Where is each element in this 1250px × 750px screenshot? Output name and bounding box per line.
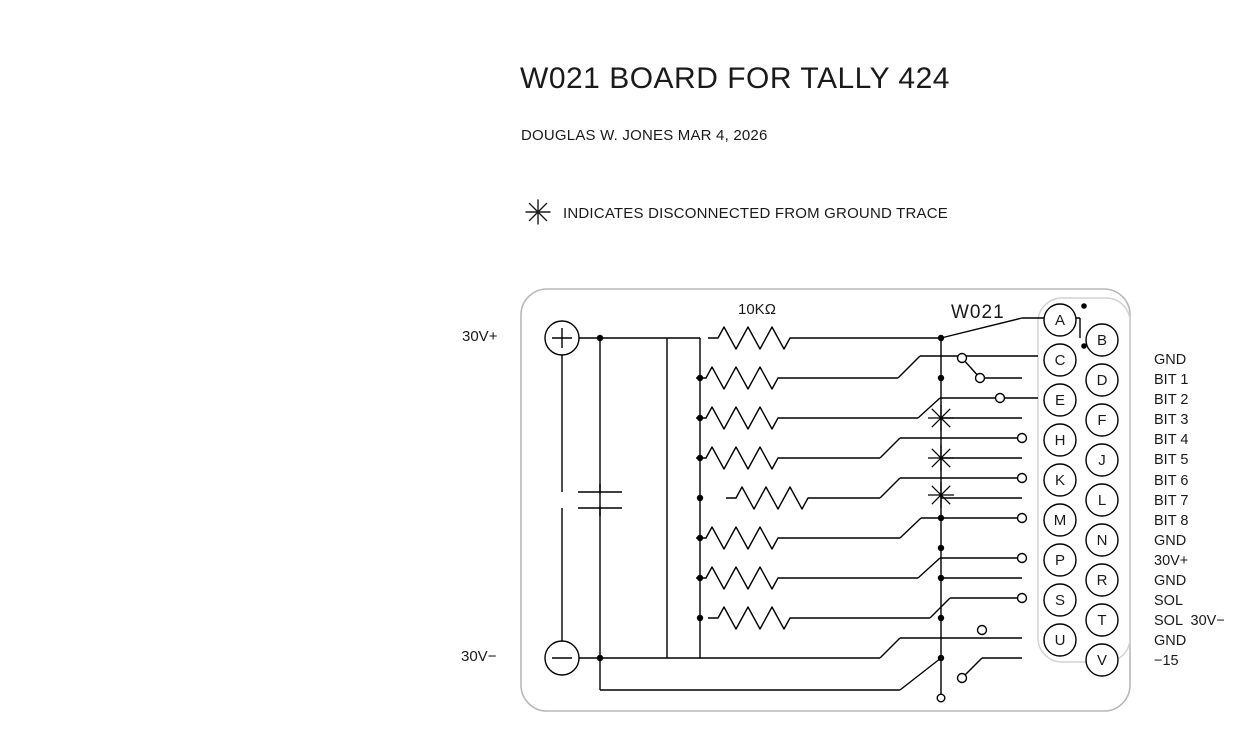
disconnect-markers bbox=[928, 405, 954, 508]
power-supply bbox=[545, 321, 622, 675]
pin-label: BIT 5 bbox=[1154, 452, 1189, 469]
connector-pins-left bbox=[1044, 304, 1076, 656]
pin-label: BIT 1 bbox=[1154, 372, 1189, 389]
pin-C: C bbox=[1054, 352, 1066, 369]
pin-label: SOL bbox=[1154, 593, 1184, 610]
resistor-value-label: 10KΩ bbox=[738, 301, 776, 318]
pin-S: S bbox=[1054, 592, 1066, 609]
pin-label-list bbox=[1154, 350, 1225, 672]
pin-N: N bbox=[1096, 532, 1108, 549]
page-title: W021 BOARD FOR TALLY 424 bbox=[520, 62, 950, 95]
pin-P: P bbox=[1054, 552, 1066, 569]
pin-R: R bbox=[1096, 572, 1108, 589]
pin-label: BIT 6 bbox=[1154, 472, 1189, 489]
pin-label: BIT 7 bbox=[1154, 492, 1189, 509]
pin-label: GND bbox=[1154, 573, 1187, 590]
pin-M: M bbox=[1053, 512, 1067, 529]
pin-L: L bbox=[1097, 492, 1107, 509]
pin-F: F bbox=[1097, 412, 1107, 429]
pin-label: GND bbox=[1154, 633, 1187, 650]
byline: DOUGLAS W. JONES MAR 4, 2026 bbox=[521, 127, 768, 144]
pin-label: SOL 30V− bbox=[1154, 613, 1225, 630]
pin-label: −15 bbox=[1154, 653, 1179, 670]
pin-label: BIT 2 bbox=[1154, 392, 1189, 409]
pin-V: V bbox=[1096, 652, 1108, 669]
pin-label: BIT 4 bbox=[1154, 432, 1189, 449]
pin-label: BIT 3 bbox=[1154, 412, 1189, 429]
board-label: W021 bbox=[951, 302, 1005, 323]
wiring bbox=[579, 318, 1080, 700]
pin-label: GND bbox=[1154, 532, 1187, 549]
supply-minus-label: 30V− bbox=[461, 648, 497, 665]
pin-label: 30V+ bbox=[1154, 552, 1189, 569]
connector-pins-right bbox=[1086, 324, 1118, 676]
pin-E: E bbox=[1054, 392, 1066, 409]
pin-B: B bbox=[1096, 332, 1108, 349]
pin-H: H bbox=[1054, 432, 1066, 449]
pin-label: BIT 8 bbox=[1154, 512, 1189, 529]
pin-D: D bbox=[1096, 372, 1108, 389]
supply-plus-label: 30V+ bbox=[462, 328, 498, 345]
pin-T: T bbox=[1097, 612, 1107, 629]
legend-label: INDICATES DISCONNECTED FROM GROUND TRACE bbox=[563, 205, 948, 222]
pin-J: J bbox=[1098, 452, 1106, 469]
pin-A: A bbox=[1054, 312, 1066, 329]
junction-dots bbox=[597, 303, 1087, 702]
pin-U: U bbox=[1054, 632, 1066, 649]
pin-K: K bbox=[1054, 472, 1066, 489]
pin-label: GND bbox=[1154, 352, 1187, 368]
